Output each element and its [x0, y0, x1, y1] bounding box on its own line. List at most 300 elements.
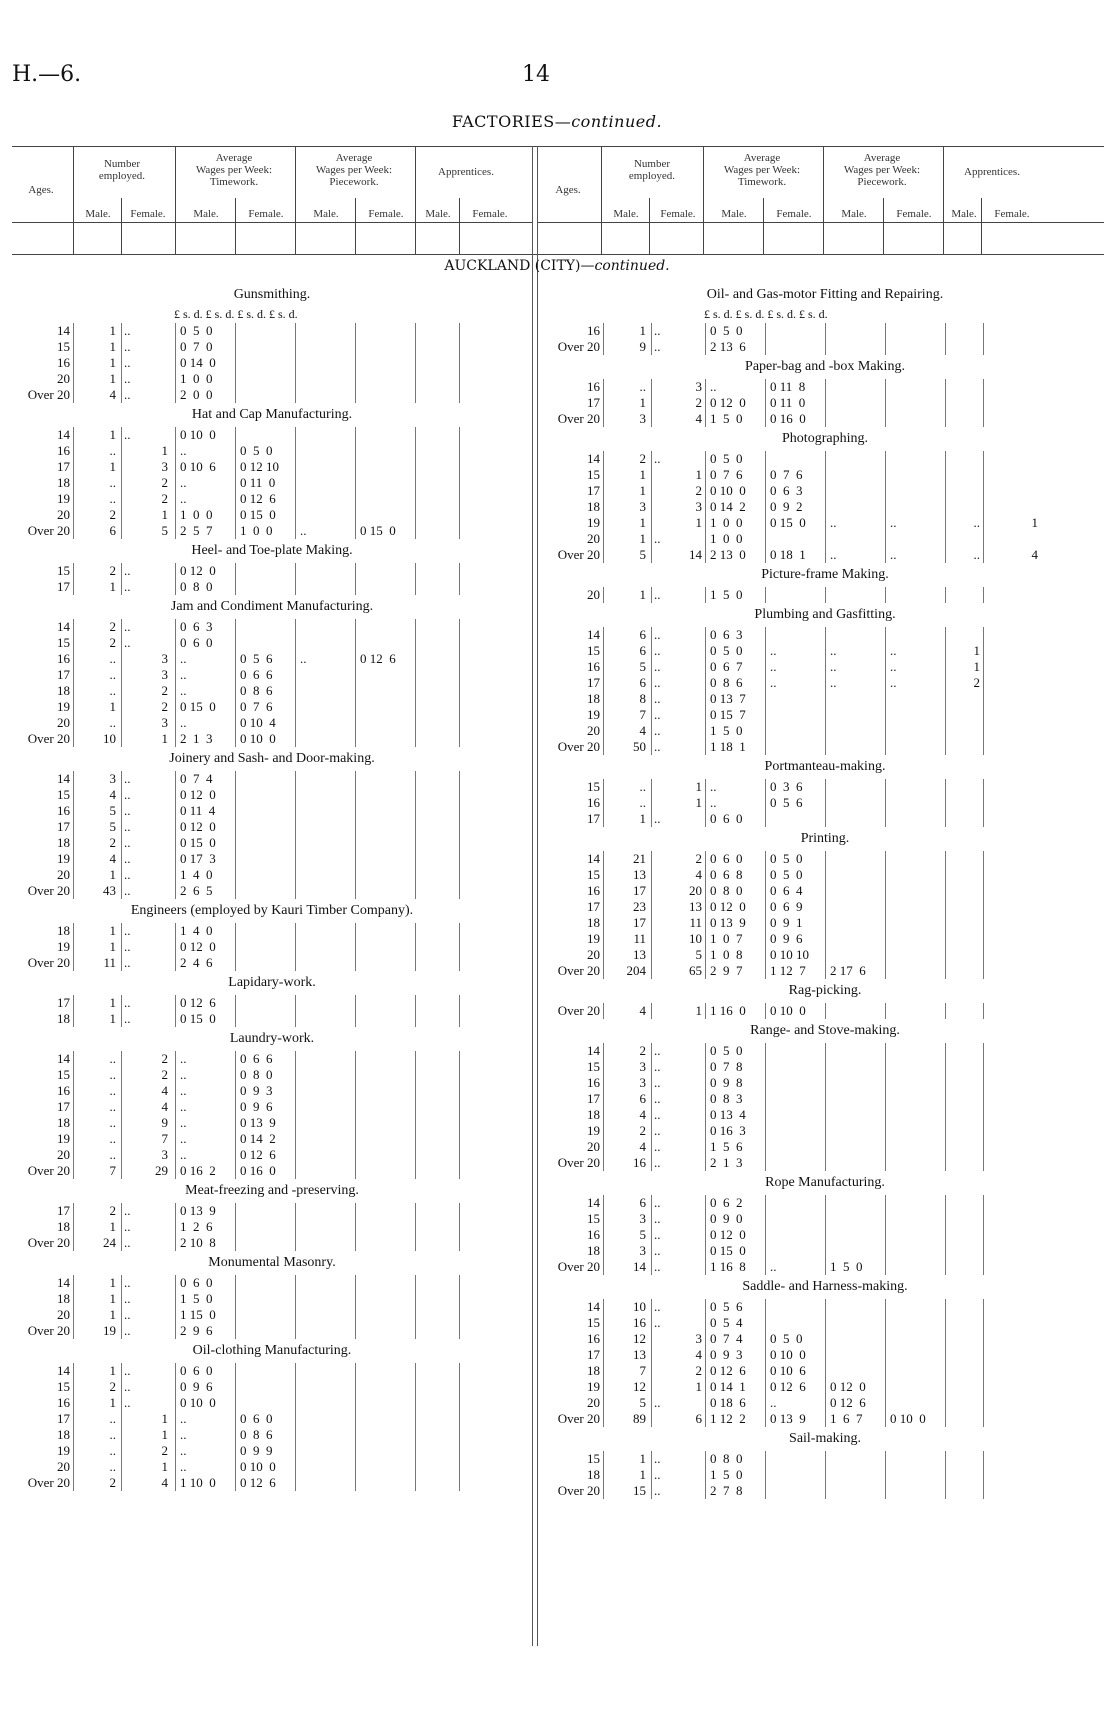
cell-age: Over 20 — [557, 739, 600, 754]
row-column-rule — [885, 851, 886, 979]
industry-section — [12, 283, 532, 403]
row-column-rule — [885, 1299, 886, 1427]
row-column-rule — [705, 1003, 706, 1019]
table-row — [12, 715, 532, 731]
piecework-header-line: Wages per Week: — [315, 164, 393, 176]
female-header-line: Female. — [368, 208, 404, 220]
cell-tm: 0 12 6 — [710, 1363, 746, 1378]
currency-header — [540, 307, 1110, 323]
row-column-rule — [459, 323, 460, 403]
section-rows — [540, 1451, 1110, 1499]
cell-nm: 1 — [639, 323, 646, 338]
cell-tf: 0 9 9 — [240, 1443, 273, 1458]
cell-age: 20 — [587, 723, 600, 738]
row-column-rule — [415, 995, 416, 1027]
cell-tm: .. — [180, 683, 187, 698]
table-row — [12, 1379, 532, 1395]
cell-nf: 1 — [161, 443, 168, 458]
cell-tm: 0 6 0 — [180, 1363, 213, 1378]
cell-nm: 2 — [109, 1475, 116, 1490]
cell-tf: 0 8 6 — [240, 683, 273, 698]
table-row — [12, 1067, 532, 1083]
cell-tm: 1 5 0 — [710, 1467, 743, 1482]
cell-tf: 0 8 6 — [240, 1427, 273, 1442]
row-column-rule — [175, 1363, 176, 1491]
cell-tf: 0 5 0 — [770, 1331, 803, 1346]
number-employed-header-line: Number — [633, 158, 671, 170]
cell-tm: 0 5 0 — [180, 323, 213, 338]
piecework-header-line: Average — [863, 152, 901, 164]
industry-section — [12, 1179, 532, 1251]
cell-nf: 3 — [161, 667, 168, 682]
table-row — [12, 1291, 532, 1307]
row-column-rule — [73, 1203, 74, 1251]
column-header-left — [0, 146, 540, 254]
cell-age: 17 — [587, 899, 600, 914]
cell-nf: .. — [124, 355, 131, 370]
cell-nf: .. — [654, 723, 661, 738]
cell-nm: 1 — [109, 459, 116, 474]
section-rows — [540, 1195, 1110, 1275]
cell-age: Over 20 — [27, 731, 70, 746]
row-column-rule — [765, 587, 766, 603]
cell-age: 17 — [57, 995, 70, 1010]
cell-tm: 0 17 3 — [180, 851, 216, 866]
cell-age: 15 — [57, 339, 70, 354]
cell-tm: 0 18 6 — [710, 1395, 746, 1410]
cell-nm: 12 — [633, 1331, 646, 1346]
cell-tf: 0 6 0 — [240, 1411, 273, 1426]
cell-nf: 20 — [689, 883, 702, 898]
number-employed-header — [76, 158, 168, 182]
row-column-rule — [825, 851, 826, 979]
row-column-rule — [175, 1275, 176, 1339]
cell-nm: 6 — [639, 643, 646, 658]
cell-nm: 1 — [109, 1219, 116, 1234]
cell-nf: 2 — [695, 851, 702, 866]
row-column-rule — [885, 587, 886, 603]
cell-nm: 10 — [103, 731, 116, 746]
cell-nf: 7 — [161, 1131, 168, 1146]
piecework-header-line: Piecework. — [329, 176, 379, 188]
row-column-rule — [295, 995, 296, 1027]
cell-age: 14 — [57, 1051, 70, 1066]
row-column-rule — [651, 1043, 652, 1171]
male-header-line: Male. — [721, 208, 747, 220]
table-row — [12, 1307, 532, 1323]
cell-tm: 0 5 0 — [710, 451, 743, 466]
table-row — [12, 619, 532, 635]
section-rows — [12, 323, 532, 403]
row-column-rule — [945, 779, 946, 827]
cell-tf: .. — [770, 1395, 777, 1410]
cell-nf: .. — [654, 1315, 661, 1330]
cell-nf: .. — [124, 619, 131, 634]
cell-tf: 0 5 0 — [240, 443, 273, 458]
cell-nm: 2 — [109, 835, 116, 850]
row-column-rule — [235, 427, 236, 539]
row-column-rule — [651, 451, 652, 563]
cell-age: 20 — [587, 1139, 600, 1154]
row-column-rule — [235, 771, 236, 899]
row-column-rule — [235, 619, 236, 747]
row-column-rule — [825, 1003, 826, 1019]
row-column-rule — [175, 923, 176, 971]
table-row — [12, 787, 532, 803]
cell-tf: 0 9 6 — [770, 931, 803, 946]
cell-tf: 0 7 6 — [240, 699, 273, 714]
table-row — [12, 955, 532, 971]
cell-age: Over 20 — [27, 1323, 70, 1338]
cell-nf: .. — [124, 1395, 131, 1410]
row-column-rule — [235, 563, 236, 595]
row-column-rule — [603, 1043, 604, 1171]
cell-nm: .. — [109, 475, 116, 490]
cell-tm: 0 12 6 — [180, 995, 216, 1010]
female-header-line: Female. — [130, 208, 166, 220]
row-column-rule — [765, 627, 766, 755]
row-column-rule — [603, 451, 604, 563]
cell-nm: .. — [639, 795, 646, 810]
cell-nf: .. — [124, 427, 131, 442]
cell-tf: 0 10 10 — [770, 947, 809, 962]
cell-tf: 0 6 3 — [770, 483, 803, 498]
cell-tm: 2 6 5 — [180, 883, 213, 898]
cell-age: 18 — [587, 1243, 600, 1258]
header-column-rule — [459, 198, 460, 254]
cell-nm: 1 — [109, 355, 116, 370]
table-row — [12, 867, 532, 883]
center-divider-2 — [537, 146, 538, 1646]
header-column-rule — [763, 198, 764, 254]
table-row — [12, 443, 532, 459]
cell-nm: .. — [109, 1147, 116, 1162]
cell-age: 17 — [57, 819, 70, 834]
cell-nf: 1 — [695, 515, 702, 530]
cell-age: 19 — [57, 939, 70, 954]
female-header-line: Female. — [776, 208, 812, 220]
cell-tf: 1 0 0 — [240, 523, 273, 538]
cell-tm: .. — [180, 651, 187, 666]
cell-age: 14 — [57, 427, 70, 442]
cell-nm: 13 — [633, 867, 646, 882]
row-column-rule — [175, 995, 176, 1027]
cell-nm: 2 — [109, 1379, 116, 1394]
cell-tf: 0 5 6 — [240, 651, 273, 666]
cell-age: 17 — [57, 1203, 70, 1218]
section-rows — [540, 1299, 1110, 1427]
table-row — [12, 995, 532, 1011]
cell-nm: 5 — [639, 1395, 646, 1410]
row-column-rule — [295, 923, 296, 971]
cell-age: 18 — [57, 683, 70, 698]
cell-tm: 0 10 0 — [710, 483, 746, 498]
row-column-rule — [175, 619, 176, 747]
cell-am: 1 — [973, 643, 980, 658]
row-column-rule — [295, 1051, 296, 1179]
cell-nm: 1 — [639, 515, 646, 530]
cell-age: 15 — [587, 867, 600, 882]
cell-nf: .. — [124, 883, 131, 898]
cell-am: .. — [973, 547, 980, 562]
cell-age: Over 20 — [27, 955, 70, 970]
industry-title: Range- and Stove-making. — [750, 1023, 900, 1038]
cell-nm: 7 — [639, 707, 646, 722]
row-column-rule — [603, 587, 604, 603]
row-column-rule — [765, 451, 766, 563]
cell-age: 18 — [587, 915, 600, 930]
cell-age: 16 — [57, 651, 70, 666]
row-column-rule — [415, 1275, 416, 1339]
table-row — [12, 819, 532, 835]
row-column-rule — [459, 771, 460, 899]
row-column-rule — [983, 1451, 984, 1499]
cell-nm: 7 — [639, 1363, 646, 1378]
cell-tf: 0 10 0 — [770, 1347, 806, 1362]
header-column-rule — [295, 146, 296, 254]
cell-tm: 1 16 8 — [710, 1259, 746, 1274]
row-column-rule — [825, 1195, 826, 1275]
timework-header-line: Average — [743, 152, 781, 164]
cell-nm: 2 — [109, 563, 116, 578]
industry-title: Rag-picking. — [788, 983, 862, 998]
table-row — [12, 683, 532, 699]
cell-age: 17 — [57, 579, 70, 594]
row-column-rule — [603, 1451, 604, 1499]
row-column-rule — [885, 627, 886, 755]
table-row — [12, 1163, 532, 1179]
table-row — [12, 371, 532, 387]
industry-title: Meat-freezing and -preserving. — [185, 1183, 359, 1198]
cell-pm: .. — [830, 643, 837, 658]
industry-section — [12, 1027, 532, 1179]
cell-nf: 1 — [161, 1427, 168, 1442]
row-column-rule — [603, 323, 604, 355]
section-rows — [12, 1363, 532, 1491]
cell-nm: 1 — [639, 811, 646, 826]
column-header-right — [530, 146, 1110, 254]
row-column-rule — [415, 563, 416, 595]
cell-tm: 0 12 0 — [710, 1227, 746, 1242]
row-column-rule — [415, 427, 416, 539]
cell-age: 18 — [57, 923, 70, 938]
table-row — [12, 1131, 532, 1147]
cell-age: 19 — [57, 699, 70, 714]
cell-age: Over 20 — [557, 547, 600, 562]
number-employed-header-line: employed. — [628, 170, 676, 182]
table-row — [12, 771, 532, 787]
row-column-rule — [825, 627, 826, 755]
table-row — [12, 835, 532, 851]
cell-nf: .. — [124, 1291, 131, 1306]
table-row — [12, 1235, 532, 1251]
cell-nf: 9 — [161, 1115, 168, 1130]
cell-nf: .. — [124, 923, 131, 938]
female-header-line: Female. — [248, 208, 284, 220]
cell-nf: .. — [124, 371, 131, 386]
cell-nf: .. — [654, 451, 661, 466]
cell-age: Over 20 — [557, 963, 600, 978]
row-column-rule — [651, 1451, 652, 1499]
male-header-line: Male. — [193, 208, 219, 220]
cell-nm: 10 — [633, 1299, 646, 1314]
cell-tm: 0 5 0 — [710, 323, 743, 338]
table-row — [12, 1363, 532, 1379]
section-rows — [12, 1051, 532, 1179]
female-header-line: Female. — [472, 208, 508, 220]
row-column-rule — [945, 851, 946, 979]
cell-nf: 65 — [689, 963, 702, 978]
cell-nf: .. — [124, 1363, 131, 1378]
row-column-rule — [983, 587, 984, 603]
cell-nm: .. — [109, 443, 116, 458]
cell-age: 17 — [587, 395, 600, 410]
table-row — [12, 1275, 532, 1291]
cell-tf: 0 9 2 — [770, 499, 803, 514]
cell-pf: .. — [890, 643, 897, 658]
header-column-rule — [235, 198, 236, 254]
row-column-rule — [295, 1275, 296, 1339]
cell-pf: 0 15 0 — [360, 523, 396, 538]
header-column-rule — [883, 198, 884, 254]
header-column-rule — [943, 146, 944, 254]
cell-pm: .. — [300, 523, 307, 538]
cell-nf: 5 — [161, 523, 168, 538]
cell-nf: .. — [654, 643, 661, 658]
cell-age: 14 — [57, 1275, 70, 1290]
cell-tm: 1 0 0 — [180, 507, 213, 522]
cell-nf: .. — [124, 339, 131, 354]
cell-age: Over 20 — [27, 1235, 70, 1250]
cell-tm: 0 12 0 — [180, 819, 216, 834]
cell-age: 17 — [57, 1411, 70, 1426]
cell-nf: .. — [124, 955, 131, 970]
cell-tm: 0 12 0 — [180, 939, 216, 954]
cell-nm: 12 — [633, 1379, 646, 1394]
row-column-rule — [459, 563, 460, 595]
row-column-rule — [175, 1203, 176, 1251]
cell-tm: .. — [180, 1083, 187, 1098]
cell-tf: 0 9 1 — [770, 915, 803, 930]
row-column-rule — [235, 995, 236, 1027]
table-row — [12, 1219, 532, 1235]
female-header — [358, 208, 414, 220]
row-column-rule — [355, 563, 356, 595]
cell-tm: .. — [180, 443, 187, 458]
apprentices-header-line: Apprentices. — [964, 166, 1020, 178]
section-rows — [12, 427, 532, 539]
cell-age: 16 — [587, 1227, 600, 1242]
cell-age: 18 — [57, 835, 70, 850]
cell-nf: .. — [654, 1123, 661, 1138]
cell-tm: 0 12 0 — [180, 787, 216, 802]
cell-tf: 0 6 6 — [240, 667, 273, 682]
cell-nf: 1 — [161, 731, 168, 746]
piecework-header — [298, 152, 410, 188]
table-row — [12, 883, 532, 899]
cell-tm: 2 1 3 — [710, 1155, 743, 1170]
cell-age: 19 — [57, 851, 70, 866]
cell-tm: .. — [180, 1443, 187, 1458]
cell-tm: 0 8 0 — [180, 579, 213, 594]
timework-header-line: Timework. — [209, 176, 259, 188]
cell-age: 19 — [587, 707, 600, 722]
section-rows — [540, 779, 1110, 827]
cell-pf: .. — [890, 659, 897, 674]
row-column-rule — [825, 779, 826, 827]
cell-nm: 11 — [633, 931, 646, 946]
row-column-rule — [945, 1003, 946, 1019]
cell-pm: .. — [830, 515, 837, 530]
cell-age: 17 — [587, 675, 600, 690]
cell-tm: .. — [180, 1411, 187, 1426]
industry-title: Monumental Masonry. — [208, 1255, 336, 1270]
table-row — [12, 1323, 532, 1339]
cell-tm: .. — [180, 1147, 187, 1162]
cell-nm: 16 — [633, 1155, 646, 1170]
industry-section — [12, 1339, 532, 1491]
cell-age: Over 20 — [557, 1411, 600, 1426]
cell-age: 15 — [57, 563, 70, 578]
cell-tm: 2 1 3 — [180, 731, 213, 746]
row-column-rule — [603, 851, 604, 979]
cell-age: 15 — [57, 1379, 70, 1394]
industry-title: Laundry-work. — [229, 1031, 315, 1046]
row-column-rule — [983, 779, 984, 827]
table-row — [12, 667, 532, 683]
table-row — [12, 339, 532, 355]
cell-nf: 10 — [689, 931, 702, 946]
table-row — [12, 1099, 532, 1115]
cell-nm: 1 — [109, 1011, 116, 1026]
row-column-rule — [121, 563, 122, 595]
cell-nm: 3 — [639, 1059, 646, 1074]
cell-nf: .. — [654, 659, 661, 674]
cell-nm: .. — [109, 491, 116, 506]
cell-age: 15 — [587, 1059, 600, 1074]
row-column-rule — [121, 923, 122, 971]
table-row — [12, 1443, 532, 1459]
cell-nm: 1 — [109, 579, 116, 594]
cell-pf: .. — [890, 515, 897, 530]
row-column-rule — [885, 451, 886, 563]
cell-tm: 0 6 7 — [710, 659, 743, 674]
row-column-rule — [885, 1195, 886, 1275]
row-column-rule — [295, 1203, 296, 1251]
cell-age: 18 — [57, 1011, 70, 1026]
cell-age: 18 — [587, 1107, 600, 1122]
cell-nm: 1 — [639, 1451, 646, 1466]
cell-pm: 0 12 0 — [830, 1379, 866, 1394]
cell-nf: .. — [654, 1075, 661, 1090]
cell-nm: 6 — [639, 1195, 646, 1210]
cell-tm: 0 11 4 — [180, 803, 216, 818]
male-header-line: Male. — [313, 208, 339, 220]
industry-title: Lapidary-work. — [228, 975, 316, 990]
cell-tf: 0 6 4 — [770, 883, 803, 898]
cell-age: 15 — [587, 1451, 600, 1466]
cell-nm: .. — [639, 379, 646, 394]
cell-nf: 29 — [155, 1163, 168, 1178]
cell-nf: 1 — [695, 1379, 702, 1394]
cell-pm: .. — [830, 659, 837, 674]
cell-tm: 0 10 6 — [180, 459, 216, 474]
row-column-rule — [825, 587, 826, 603]
cell-nf: .. — [124, 787, 131, 802]
table-row — [12, 803, 532, 819]
cell-age: 15 — [57, 1067, 70, 1082]
cell-nm: .. — [109, 683, 116, 698]
